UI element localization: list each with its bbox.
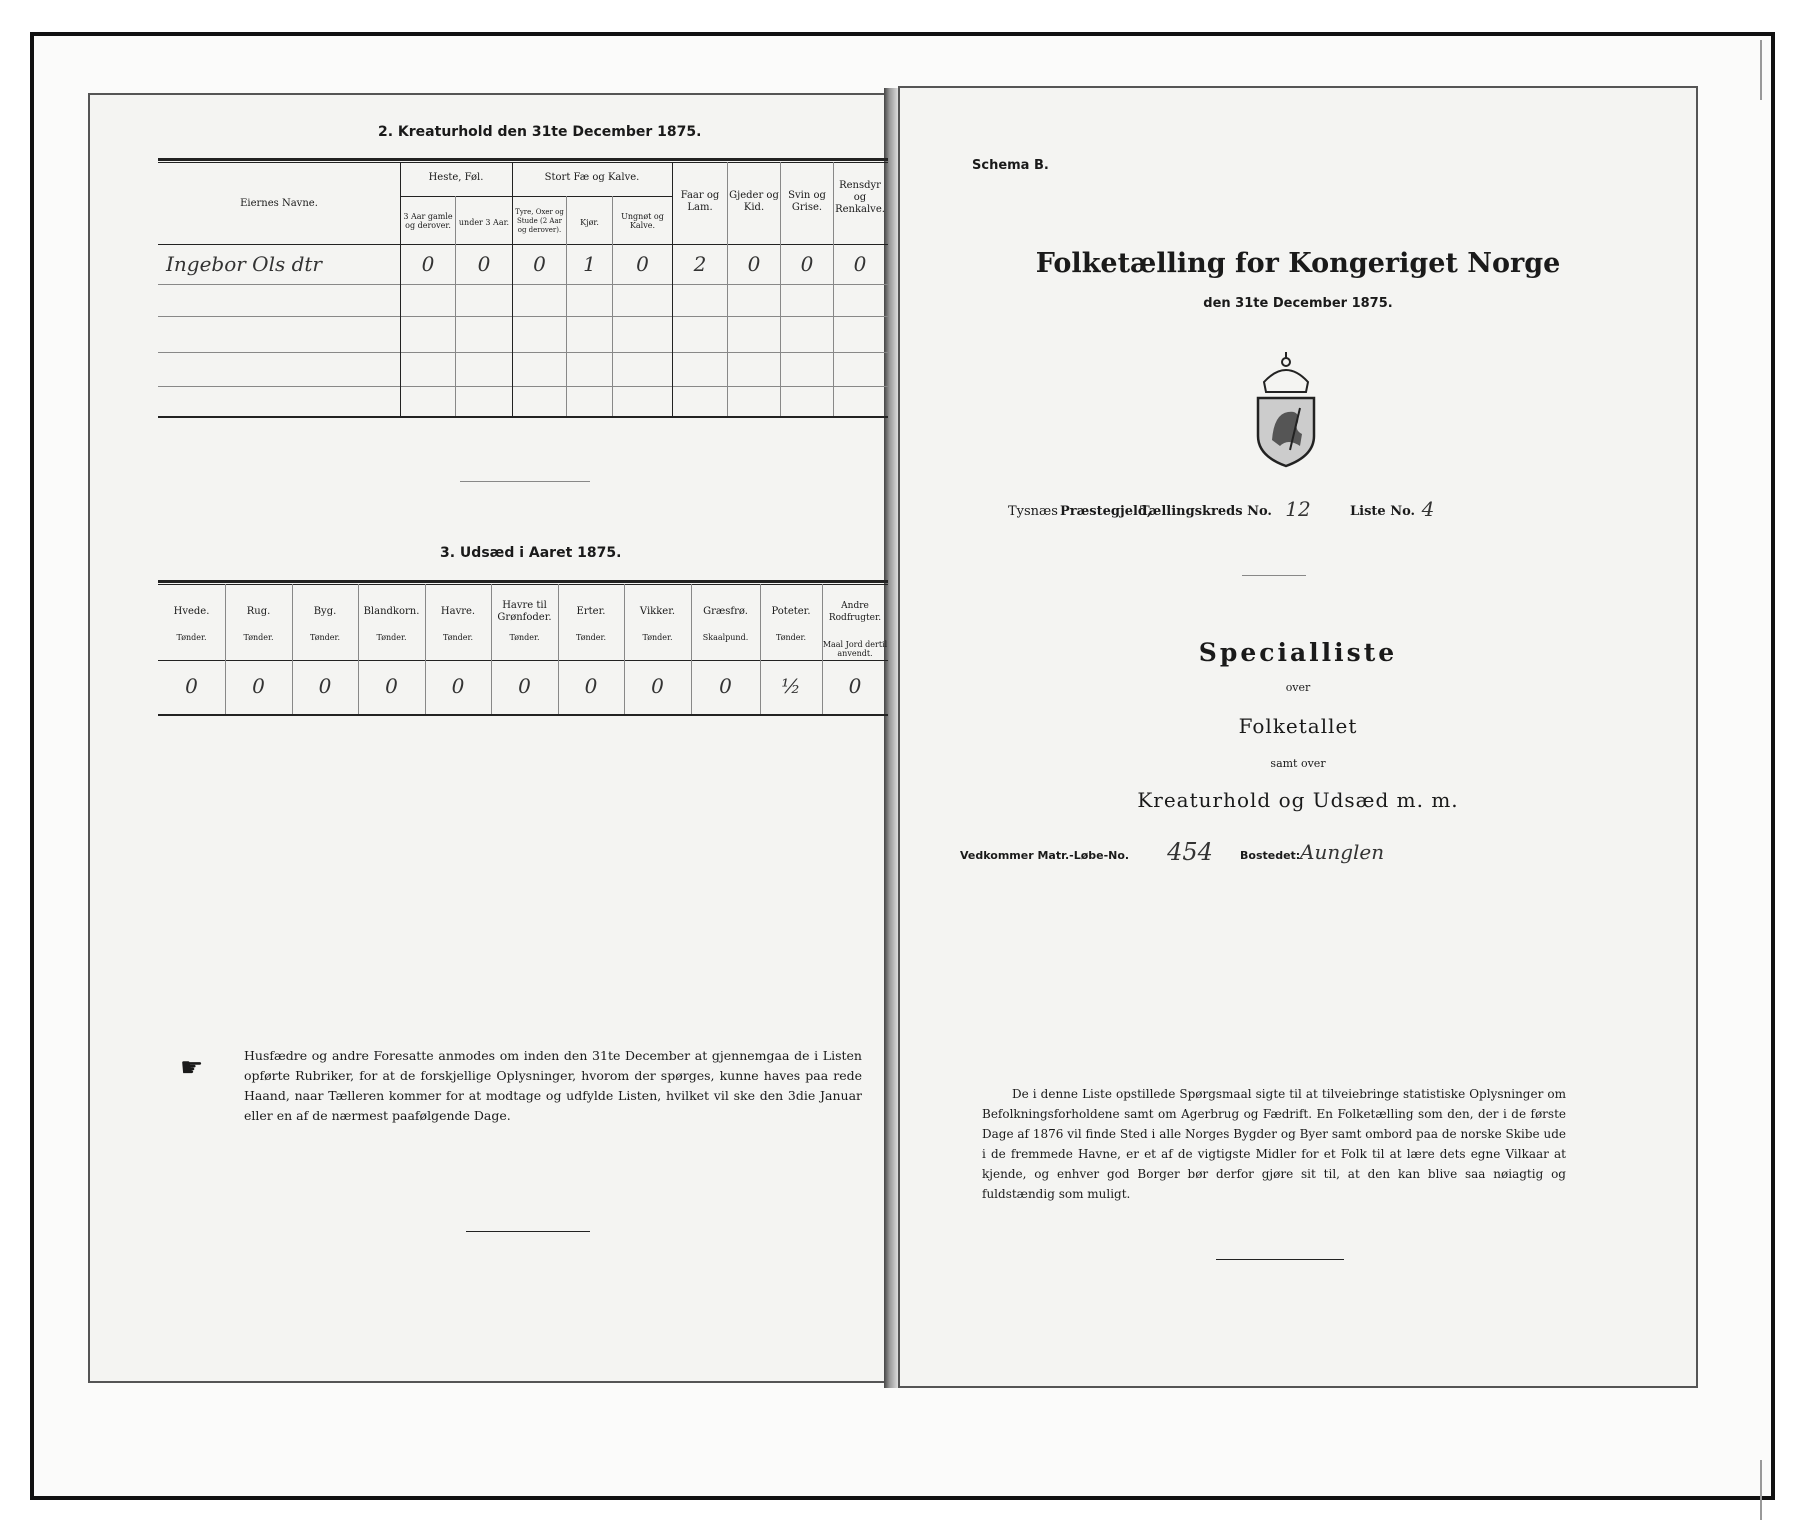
table-col bbox=[833, 162, 834, 416]
table-col bbox=[455, 196, 456, 416]
table-rule bbox=[158, 158, 888, 161]
district-number: 12 bbox=[1285, 497, 1311, 521]
frame-mark bbox=[1760, 40, 1762, 100]
seed-header-name: Poteter. bbox=[771, 606, 811, 617]
coat-of-arms-icon bbox=[1244, 348, 1328, 470]
header-kjor: Kjør. bbox=[580, 218, 599, 227]
seed-value: 0 bbox=[518, 674, 531, 698]
table-rule bbox=[158, 162, 888, 163]
matr-label: Vedkommer Matr.-Løbe-No. bbox=[960, 849, 1130, 862]
header-rensdyr: Rensdyr og Renkalve. bbox=[835, 180, 885, 215]
header-tyre: Tyre, Oxer og Stude (2 Aar og derover). bbox=[515, 208, 564, 234]
frame-mark bbox=[1760, 1460, 1762, 1520]
seed-value: 0 bbox=[584, 674, 598, 698]
table-rule bbox=[158, 386, 888, 387]
label-over: over bbox=[1285, 681, 1311, 694]
cell-value: 0 bbox=[533, 252, 546, 276]
table-rule bbox=[158, 316, 888, 317]
seed-header-unit: Tønder. bbox=[442, 633, 474, 642]
table-col bbox=[400, 162, 401, 416]
seed-header-name: Byg. bbox=[313, 606, 337, 617]
cell-value: 0 bbox=[853, 252, 867, 276]
divider bbox=[1242, 575, 1306, 576]
seed-header-unit: Maal Jord dertil anvendt. bbox=[822, 640, 888, 658]
seed-header-unit: Tønder. bbox=[176, 633, 207, 642]
divider bbox=[460, 481, 590, 482]
table-rule bbox=[158, 352, 888, 353]
table-rule bbox=[158, 244, 888, 245]
table-rule bbox=[400, 196, 672, 197]
parish-name: Tysnæs bbox=[1008, 504, 1058, 519]
seed-header-unit: Tønder. bbox=[575, 633, 607, 642]
page-subtitle: den 31te December 1875. bbox=[1203, 296, 1393, 311]
seed-header-name: Blandkorn. bbox=[363, 606, 420, 617]
notice-text: Husfædre og andre Foresatte anmodes om inden den 31te December at gjennemgaa de i Listen opførte Rubriker, for at de forskjellige Oplysninger, hvorom der spørges, kunne haves paa rede Haand, naar Tælleren kommer for at modtage og udfylde Listen, hvilket vil ske den 3die Januar eller en af de nærmest paafølgende Dage. bbox=[244, 1048, 862, 1123]
page-title: Folketælling for Kongeriget Norge bbox=[1035, 248, 1561, 279]
seed-header-name: Erter. bbox=[576, 606, 606, 617]
bosted-label: Bostedet: bbox=[1240, 849, 1301, 862]
seed-value: 0 bbox=[848, 674, 862, 698]
seed-value: 0 bbox=[451, 674, 465, 698]
parish-label: Præstegjeld, bbox=[1060, 504, 1152, 519]
table-col bbox=[612, 196, 613, 416]
table-col bbox=[780, 162, 781, 416]
owner-name: Ingebor Ols dtr bbox=[166, 252, 322, 276]
seed-value: 0 bbox=[651, 674, 664, 698]
seed-header-unit: Tønder. bbox=[509, 633, 540, 642]
seed-header-unit: Tønder. bbox=[309, 633, 341, 642]
seed-header-unit: Skaalpund. bbox=[702, 633, 749, 642]
seed-header-name: Havre. bbox=[440, 606, 476, 617]
divider bbox=[1216, 1259, 1344, 1260]
section2-title: 2. Kreaturhold den 31te December 1875. bbox=[378, 124, 702, 140]
seed-header-name: Andre Rodfrugter. bbox=[828, 601, 882, 623]
book-spine bbox=[884, 88, 898, 1388]
left-page bbox=[88, 93, 886, 1383]
header-gjeder: Gjeder og Kid. bbox=[729, 190, 779, 213]
seed-value: 0 bbox=[252, 674, 265, 698]
table-col bbox=[672, 162, 673, 416]
table-col bbox=[512, 162, 513, 416]
list-number: 4 bbox=[1421, 497, 1435, 521]
table-rule bbox=[158, 580, 888, 583]
seed-header-name: Græsfrø. bbox=[703, 606, 748, 617]
bosted-value: Aunglen bbox=[1300, 840, 1385, 864]
seed-value: 0 bbox=[185, 674, 198, 698]
seed-header-unit: Tønder. bbox=[642, 633, 673, 642]
cell-value: 0 bbox=[636, 252, 649, 276]
seed-header-unit: Tønder. bbox=[775, 633, 807, 642]
header-heste: Heste, Føl. bbox=[428, 172, 484, 183]
seed-header-name: Havre til Grønfoder. bbox=[497, 600, 552, 623]
seed-value: 0 bbox=[385, 674, 398, 698]
purpose-text: De i denne Liste opstillede Spørgsmaal sigte til at tilveiebringe statistiske Oplysninger om Befolkningsforholdene samt om Agerbrug og Fædrift. En Folketælling som den, der i de første Dage af 1876 vil finde Sted i alle Norges Bygder og Byer samt ombord paa de norske Skibe ude i de fremmede Havne, er et af de vigtigste Midler for et Folk til at lære dets egne Vilkaar at kjende, og enhver god Borger bør derfor gjøre sit til, at den kan blive saa nøiagtig og fuldstændig som muligt. bbox=[982, 1087, 1566, 1201]
section3-title: 3. Udsæd i Aaret 1875. bbox=[440, 545, 622, 561]
list-label: Liste No. bbox=[1350, 504, 1416, 519]
seed-header-unit: Tønder. bbox=[376, 633, 407, 642]
header-heste-3plus: 3 Aar gamle og derover. bbox=[403, 212, 453, 230]
pointing-hand-icon: ☛ bbox=[180, 1053, 204, 1083]
label-samt-over: samt over bbox=[1270, 757, 1326, 770]
divider bbox=[466, 1231, 590, 1232]
table-rule bbox=[158, 660, 888, 661]
table-rule bbox=[158, 416, 888, 418]
label-kreaturhold: Kreaturhold og Udsæd m. m. bbox=[1137, 788, 1459, 812]
matr-number: 454 bbox=[1167, 838, 1213, 866]
table-col bbox=[566, 196, 567, 416]
header-stort-fae: Stort Fæ og Kalve. bbox=[544, 172, 640, 183]
seed-value: 0 bbox=[318, 674, 332, 698]
seed-header-unit: Tønder. bbox=[243, 633, 274, 642]
heading-specialliste: Specialliste bbox=[1198, 638, 1398, 667]
cell-value: 0 bbox=[747, 252, 761, 276]
cell-value: 2 bbox=[693, 252, 707, 276]
cell-value: 0 bbox=[421, 252, 435, 276]
seed-header-name: Hvede. bbox=[173, 606, 210, 617]
cell-value: 0 bbox=[477, 252, 491, 276]
seed-header-name: Vikker. bbox=[639, 606, 676, 617]
header-heste-under3: under 3 Aar. bbox=[458, 218, 510, 227]
table-rule bbox=[158, 584, 888, 585]
header-owner: Eiernes Navne. bbox=[240, 198, 318, 209]
table-rule bbox=[158, 714, 888, 716]
cell-value: 0 bbox=[800, 252, 814, 276]
cell-value: 1 bbox=[583, 252, 596, 276]
seed-value: 0 bbox=[719, 674, 732, 698]
seed-value: ½ bbox=[781, 674, 801, 698]
header-svin: Svin og Grise. bbox=[788, 190, 826, 213]
header-faar: Faar og Lam. bbox=[680, 190, 720, 213]
table-col bbox=[727, 162, 728, 416]
table-rule bbox=[158, 284, 888, 285]
schema-label: Schema B. bbox=[972, 158, 1049, 173]
header-ungnot: Ungnøt og Kalve. bbox=[621, 212, 664, 230]
seed-header-name: Rug. bbox=[246, 606, 271, 617]
district-label: Tællingskreds No. bbox=[1140, 504, 1272, 519]
label-folketallet: Folketallet bbox=[1238, 714, 1358, 738]
